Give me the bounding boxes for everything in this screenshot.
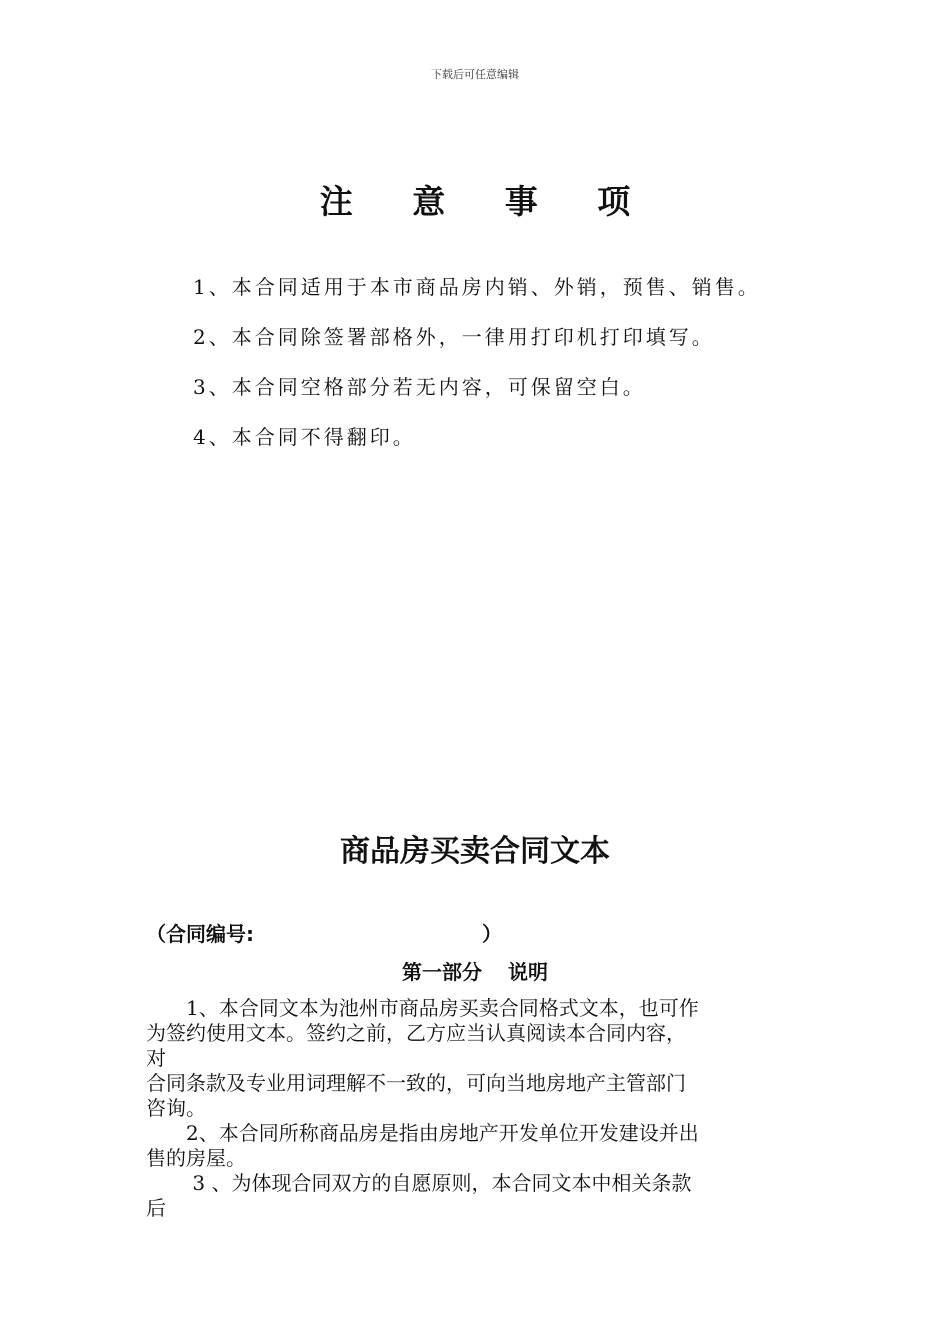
notice-item-2: 2、本合同除签署部格外，一律用打印机打印填写。 — [193, 325, 715, 349]
paragraph-line: 合同条款及专业用词理解不一致的，可向当地房地产主管部门 — [146, 1071, 686, 1095]
notice-title: 注 意 事 项 — [319, 182, 655, 221]
contract-number-label: （合同编号: — [146, 922, 254, 946]
paragraph-line: 1、本合同文本为池州市商品房买卖合同格式文本，也可作 — [146, 996, 699, 1020]
paragraph-1 — [146, 996, 816, 1121]
contract-title: 商品房买卖合同文本 — [340, 834, 610, 869]
part-title — [0, 956, 950, 985]
notice-item-4: 4、本合同不得翻印。 — [193, 425, 416, 449]
contract-number-line — [146, 918, 502, 947]
paragraph-3 — [146, 1171, 816, 1221]
paragraph-line: 3 、为体现合同双方的自愿原则，本合同文本中相关条款 — [146, 1171, 692, 1195]
part-title-left: 第一部分 — [402, 960, 482, 984]
paragraph-2 — [146, 1121, 816, 1171]
paragraph-line: 售的房屋。 — [146, 1146, 246, 1170]
notice-item-1: 1、本合同适用于本市商品房内销、外销，预售、销售。 — [193, 275, 761, 299]
header-note: 下载后可任意编辑 — [431, 68, 519, 81]
part-title-right: 说明 — [508, 960, 548, 984]
paragraph-line: 为签约使用文本。签约之前，乙方应当认真阅读本合同内容， — [146, 1021, 686, 1045]
notice-item-3: 3、本合同空格部分若无内容，可保留空白。 — [193, 375, 646, 399]
paragraph-line: 咨询。 — [146, 1096, 206, 1120]
paragraph-line: 后 — [146, 1196, 166, 1220]
paragraph-line: 2、本合同所称商品房是指由房地产开发单位开发建设并出 — [146, 1121, 699, 1145]
notice-list — [193, 272, 761, 472]
contract-number-close: ） — [482, 922, 502, 946]
paragraph-line: 对 — [146, 1046, 166, 1070]
